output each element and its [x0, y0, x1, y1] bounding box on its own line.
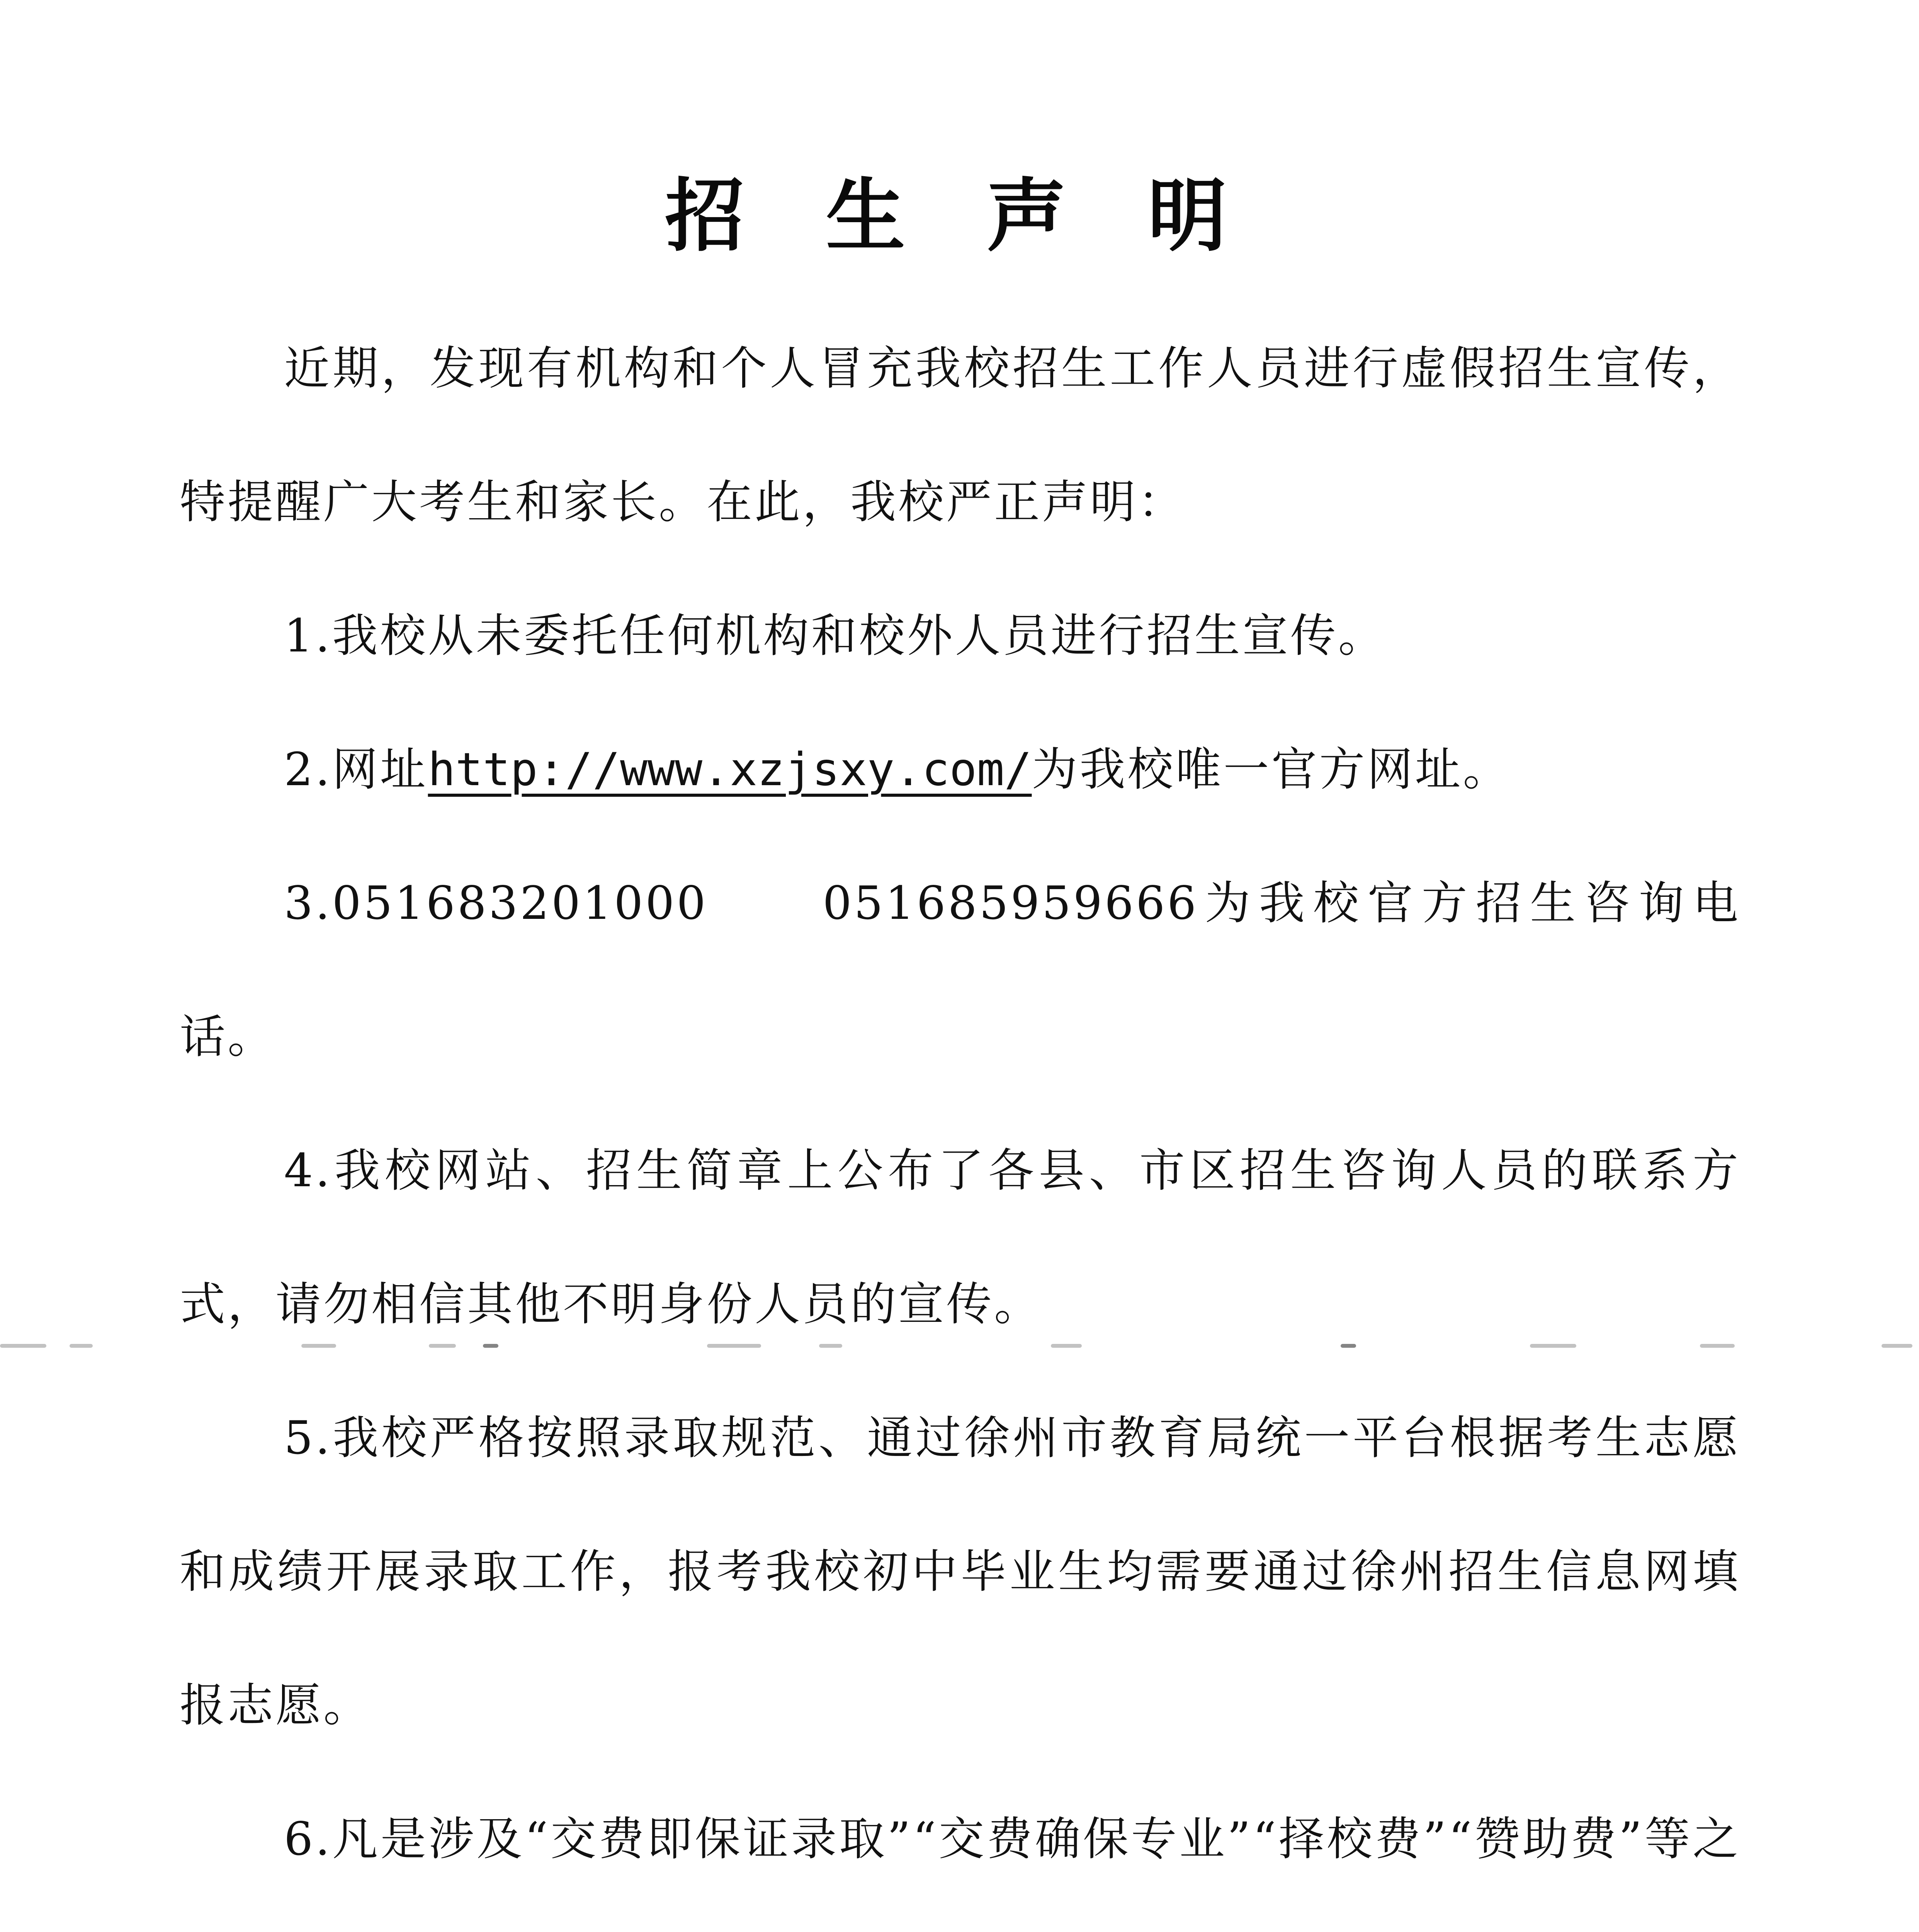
item-1: 1.我校从未委托任何机构和校外人员进行招生宣传。: [284, 609, 1386, 662]
item-6: 6.凡是涉及“交费即保证录取”“交费确保专业”“择校费”“赞助费”等之: [284, 1812, 1741, 1866]
document-body: [180, 301, 1741, 1932]
item-2-prefix: 2.网址: [284, 743, 428, 796]
paper-fold-line: [0, 1344, 1919, 1349]
official-website-link[interactable]: http://www.xzjsxy.com/: [428, 743, 1032, 796]
item-2: [180, 702, 1741, 836]
item-4: 4.我校网站、招生简章上公布了各县、市区招生咨询人员的联系方式，请勿相信其他不明身份人员的宣传。: [180, 1144, 1741, 1331]
document-title: 招 生 声 明: [665, 170, 1254, 262]
item-2-suffix: 为我校唯一官方网址。: [1032, 743, 1511, 796]
intro-paragraph: 近期，发现有机构和个人冒充我校招生工作人员进行虚假招生宣传，特提醒广大考生和家长。在此，我校严正声明：: [180, 342, 1741, 529]
item-3: 3.051683201000 051685959666为我校官方招生咨询电话。: [180, 876, 1741, 1063]
item-5: 5.我校严格按照录取规范、通过徐州市教育局统一平台根据考生志愿和成绩开展录取工作，报考我校初中毕业生均需要通过徐州招生信息网填报志愿。: [180, 1411, 1741, 1732]
